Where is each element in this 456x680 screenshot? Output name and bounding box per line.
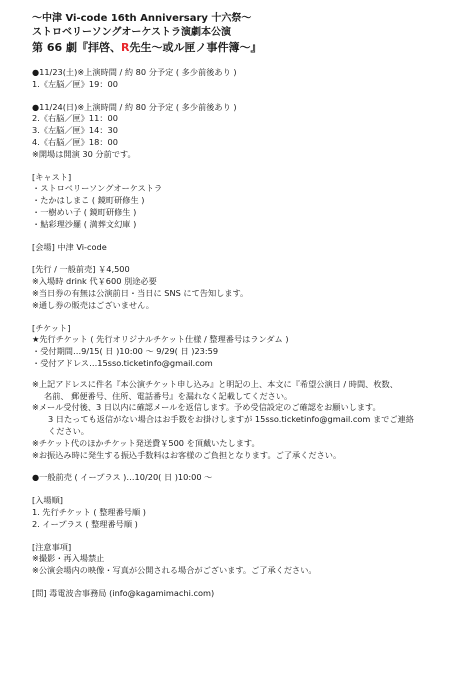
day1-show: 1.《左脳／匣》19：00 [32,78,118,89]
entry-order-item: 1. 先行チケット ( 整理番号順 ) [32,506,146,517]
day2-show: 4.《右脳／匣》18：00 [32,136,118,147]
price-note: ※当日券の有無は公演前日・当日に SNS にて告知します。 [32,287,249,298]
general-sale-line: ●一般前売 ( イープラス )…10/20( 日 )10:00 〜 [32,472,213,483]
cast-heading: [キャスト] [32,171,72,182]
cast-member: ・鮎彩理沙羅 ( 満葬文幻庫 ) [32,218,137,229]
play-title-suffix: 先生〜或ル匣ノ事件簿〜』 [129,41,262,54]
cast-member: ・たかはしまこ ( 鏡町研修生 ) [32,195,145,206]
cautions-heading: [注意事項] [32,541,72,552]
venue-line: [会場] 中津 Vi-code [32,241,107,252]
entry-order-heading: [入場順] [32,495,63,506]
ticket-note: 3 日たっても返信がない場合はお手数をお掛けしますが 15sso.ticketinfo@gmail.com までご連絡 [48,414,414,425]
cast-block [32,172,434,231]
day2-show: 3.《左脳／匣》14：30 [32,125,118,136]
header-block [32,12,434,56]
ticket-note: ※お振込み時に発生する振込手数料はお客様のご負担となります。ご了承ください。 [32,449,342,460]
contact-line: [問] 毒電波舎事務局 (info@kagamimachi.com) [32,587,215,598]
ticket-note: ※チケット代のほかチケット発送費￥500 を頂戴いたします。 [32,437,260,448]
ticket-note: 名前、 郵便番号、住所、電話番号』を漏れなく記載してください。 [44,390,293,401]
day2-show: 2.《右脳／匣》11：00 [32,113,118,124]
anniversary-line: 〜中津 Vi-code 16th Anniversary 十六祭〜 [32,13,252,24]
price-note: ※入場時 drink 代￥600 別途必要 [32,276,157,287]
cautions-block [32,542,434,577]
production-line: ストロベリーソングオーケストラ演劇本公演 [32,27,231,38]
presale-title: ★先行チケット ( 先行オリジナルチケット仕様 / 整理番号はランダム ) [32,334,289,345]
play-title-prefix: 第 66 劇『拝啓、 [32,41,121,54]
day1-heading: ●11/23(土)※上演時間 / 約 80 分予定 ( 多少前後あり ) [32,67,237,77]
ticket-heading: [チケット] [32,322,71,333]
ticket-note: ください。 [48,425,89,436]
presale-address: ・受付アドレス…15sso.ticketinfo@gmail.com [32,357,213,368]
caution-item: ※撮影・再入場禁止 [32,553,105,564]
caution-item: ※公演会場内の映像・写真が公開される場合がございます。ご了承ください。 [32,565,317,576]
ticket-note: ※メール受付後、3 日以内に確認メールを返信します。予め受信設定のご確認をお願いします。 [32,402,381,413]
play-title [32,40,434,56]
price-block [32,264,434,311]
day2-heading: ●11/24(日)※上演時間 / 約 80 分予定 ( 多少前後あり ) [32,101,237,112]
ticket-note: ※上記アドレスに件名『本公演チケット申し込み』と明記の上、本文に『希望公演日 / 時間、枚数、 [32,378,398,389]
ticket-block [32,323,434,462]
price-heading: [先行 / 一般前売] ￥4,500 [32,264,130,275]
cast-member: ・ストロベリーソングオーケストラ [32,183,163,194]
presale-period: ・受付期間…9/15( 日 )10:00 〜 9/29( 日 )23:59 [32,346,219,357]
play-title-accent: R [120,41,130,54]
entry-order-block [32,495,434,530]
cast-member: ・一樹めい子 ( 鏡町研修生 ) [32,206,137,217]
doors-open-note: ※開場は開演 30 分前です。 [32,148,136,159]
schedule-block [32,67,434,161]
entry-order-item: 2. イープラス ( 整理番号順 ) [32,518,138,529]
price-note: ※通し券の販売はございません。 [32,299,154,310]
